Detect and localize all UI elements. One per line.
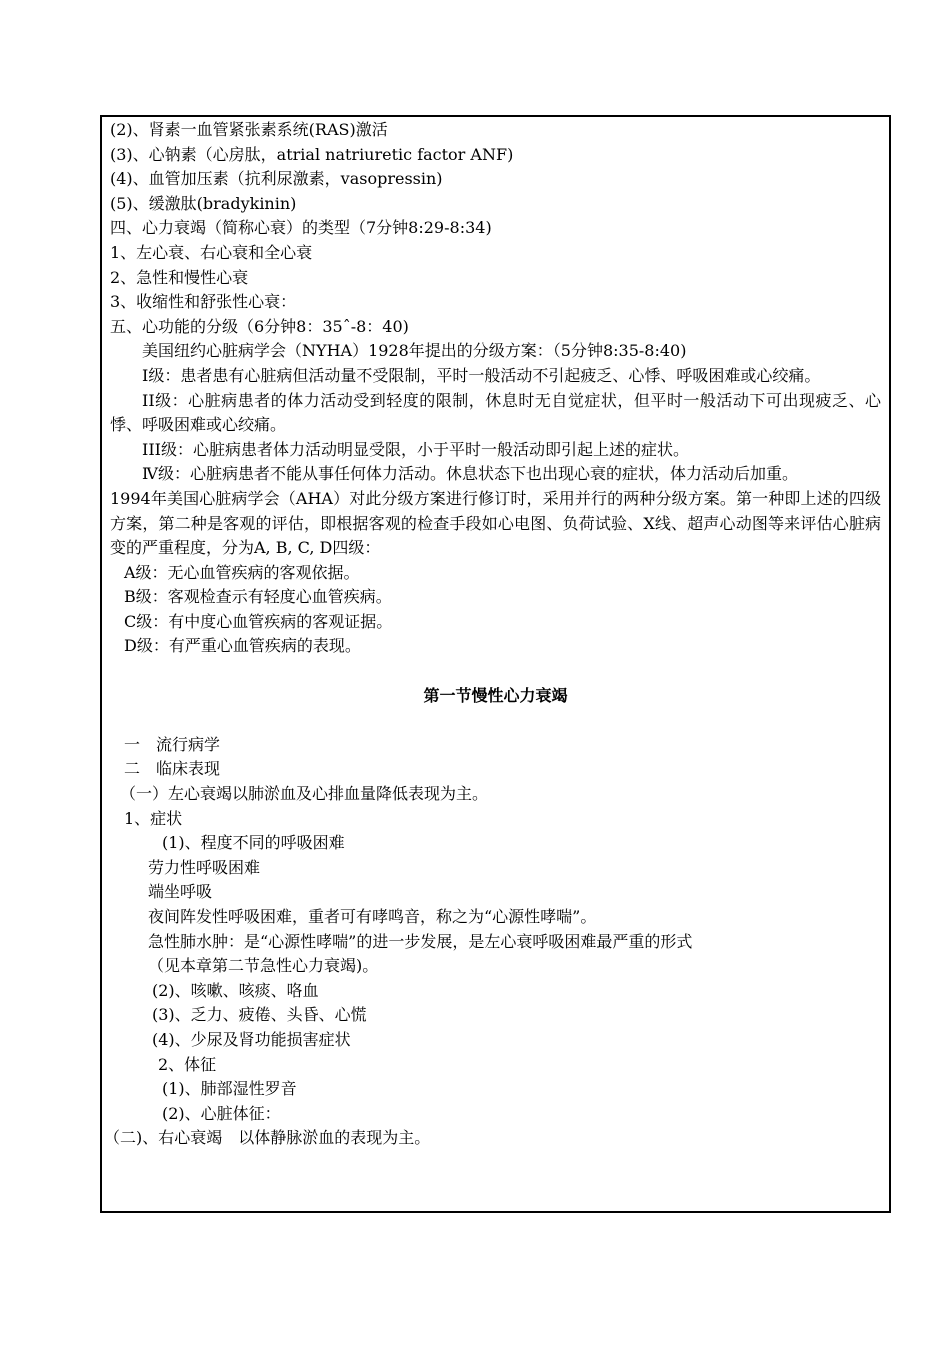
aha-paragraph: 1994年美国心脏病学会（AHA）对此分级方案进行修订时，采用并行的两种分级方案。第一种即上述的四级方案，第二种是客观的评估，即根据客观的检查手段如心电图、负荷试验、X线、超声心动图等来评估心脏病变的严重程度，分为A, B, C, D四级： <box>110 488 881 558</box>
aha-grade-a: A级：无心血管疾病的客观依据。 <box>124 562 360 582</box>
spacer <box>110 708 881 733</box>
aha-grade-d: D级：有严重心血管疾病的表现。 <box>124 636 361 656</box>
text-line: (4)、少尿及肾功能损害症状 <box>152 1029 351 1049</box>
aha-grade-c: C级：有中度心血管疾病的客观证据。 <box>124 611 393 631</box>
nyha-class-1: Ⅰ级：患者患有心脏病但活动量不受限制，平时一般活动不引起疲乏、心悸、呼吸困难或心绞痛。 <box>142 365 821 385</box>
text-line: (3)、心钠素（心房肽，atrial natriuretic factor ANF) <box>110 144 514 164</box>
text-line: (4)、血管加压素（抗利尿激素，vasopressin) <box>110 169 443 189</box>
text-line: (2)、心脏体征： <box>162 1103 281 1123</box>
text-line: (2)、咳嗽、咳痰、咯血 <box>152 980 319 1000</box>
text-line: 夜间阵发性呼吸困难，重者可有哮鸣音，称之为“心源性哮喘”。 <box>148 907 597 926</box>
text-line: 一 流行病学 <box>124 734 221 754</box>
aha-grade-b: B级：客观检查示有轻度心血管疾病。 <box>124 587 392 607</box>
text-line: 3、收缩性和舒张性心衰： <box>110 292 297 312</box>
section-heading: 第一节慢性心力衰竭 <box>423 685 568 705</box>
text-line: 1、左心衰、右心衰和全心衰 <box>110 242 313 262</box>
text-line: 劳力性呼吸困难 <box>148 857 261 877</box>
spacer <box>110 659 881 684</box>
text-line: (5)、缓激肽(bradykinin) <box>110 193 297 213</box>
text-line: 急性肺水肿：是“心源性哮喘”的进一步发展，是左心衰呼吸困难最严重的形式 <box>148 931 693 951</box>
text-line: （二)、右心衰竭 以体静脉淤血的表现为主。 <box>104 1128 431 1148</box>
nyha-class-4: Ⅳ级：心脏病患者不能从事任何体力活动。休息状态下也出现心衰的症状，体力活动后加重。 <box>142 464 798 484</box>
text-line: (1)、肺部湿性罗音 <box>162 1079 297 1099</box>
text-line: （一）左心衰竭以肺淤血及心排血量降低表现为主。 <box>120 784 489 804</box>
text-line: （见本章第二节急性心力衰竭)。 <box>148 956 379 976</box>
section-five-title: 五、心功能的分级（6分钟8：35ˆ-8：40) <box>110 316 409 336</box>
nyha-class-3: III级：心脏病患者体力活动明显受限，小于平时一般活动即引起上述的症状。 <box>142 439 689 459</box>
text-line: 美国纽约心脏病学会（NYHA）1928年提出的分级方案：（5分钟8:35-8:40) <box>142 341 687 361</box>
lecture-content-box <box>100 115 891 1213</box>
text-line: (1)、程度不同的呼吸困难 <box>162 833 345 853</box>
nyha-class-2: II级：心脏病患者的体力活动受到轻度的限制，休息时无自觉症状，但平时一般活动下可出现疲乏、心悸、呼吸困难或心绞痛。 <box>110 390 881 435</box>
text-line: (3)、乏力、疲倦、头昏、心慌 <box>152 1005 367 1025</box>
text-line: (2)、肾素一血管紧张素系统(RAS)激活 <box>110 120 388 139</box>
text-line: 1、症状 <box>124 808 183 828</box>
text-line: 2、体征 <box>158 1054 217 1074</box>
text-line: 2、急性和慢性心衰 <box>110 267 249 287</box>
text-line: 二 临床表现 <box>124 759 221 779</box>
text-line: 端坐呼吸 <box>148 882 213 902</box>
section-four-title: 四、心力衰竭（简称心衰）的类型（7分钟8:29-8:34) <box>110 218 492 238</box>
